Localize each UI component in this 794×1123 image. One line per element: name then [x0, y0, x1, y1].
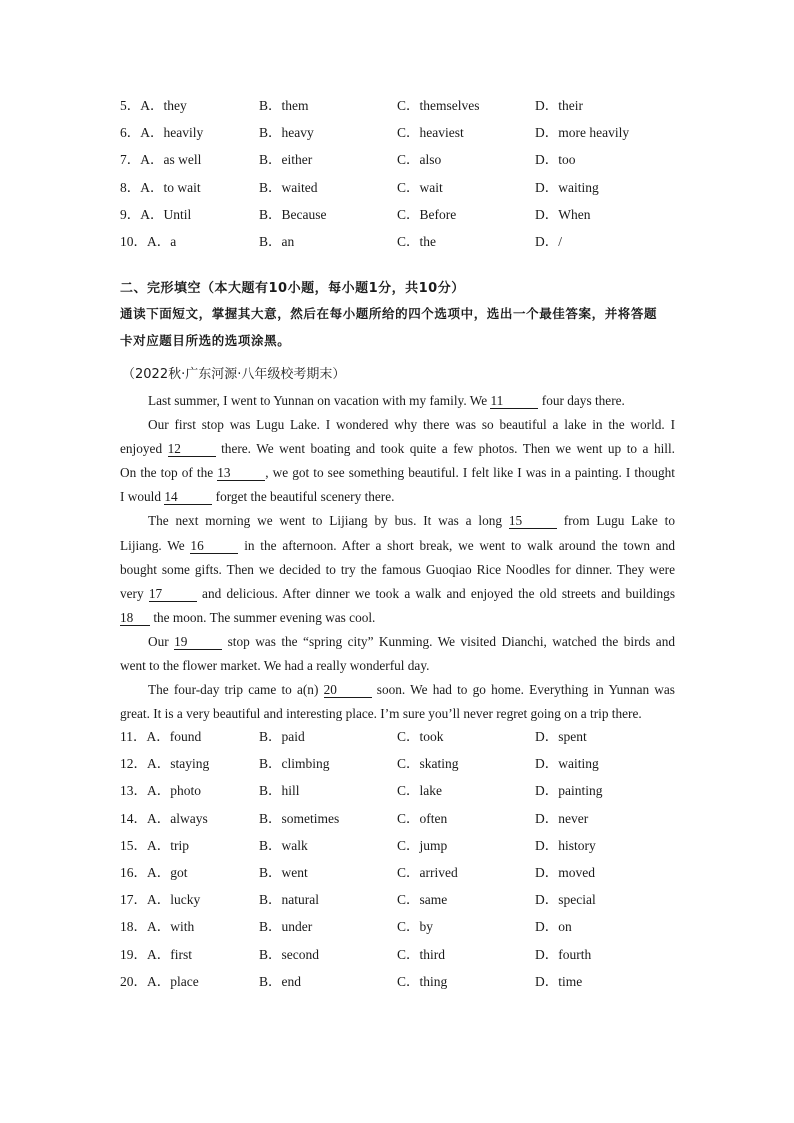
option-a	[120, 125, 203, 141]
option-b: B．second	[259, 946, 319, 962]
option-row	[120, 892, 680, 919]
option-d: D．history	[535, 837, 596, 853]
question-number: 20．A．	[120, 973, 171, 989]
blank-17: 17	[149, 586, 197, 602]
question-number: 8．A．	[120, 179, 164, 195]
option-d: D．never	[535, 810, 589, 826]
cloze-passage	[120, 389, 675, 726]
option-b: B．sometimes	[259, 810, 340, 826]
blank-14: 14	[164, 489, 212, 505]
option-a	[120, 234, 176, 250]
passage-line: enjoyed 12 there. We went boating and took quite a few photos. Then we went up to a hill.	[120, 441, 675, 457]
question-number: 15．A．	[120, 837, 171, 853]
option-row	[120, 783, 680, 810]
option-d: D．special	[535, 892, 596, 908]
instruction-line-2: 卡对应题目所选的选项涂黑。	[120, 333, 291, 348]
passage-line: The four-day trip came to a(n) 20 soon. We had to go home. Everything in Yunnan was	[148, 682, 675, 698]
passage-line: The next morning we went to Lijiang by bus. It was a long 15 from Lugu Lake to	[148, 513, 676, 529]
option-c: C．the	[397, 233, 436, 249]
option-b: B．end	[259, 973, 301, 989]
options-top	[120, 98, 680, 261]
option-c: C．also	[397, 152, 442, 168]
option-row	[120, 207, 680, 234]
passage-line: bought some gifts. Then we decided to try the famous Guoqiao Rice Noodles for dinner. They were	[120, 561, 675, 577]
option-row	[120, 974, 680, 1001]
option-b: B．an	[259, 233, 295, 249]
option-d: D．waiting	[535, 756, 599, 772]
option-a	[120, 152, 201, 168]
option-a-text: a	[170, 233, 177, 249]
option-a-text: heavily	[163, 125, 204, 141]
option-b: B．natural	[259, 892, 319, 908]
option-b: B．paid	[259, 729, 305, 744]
option-c: C．by	[397, 919, 434, 935]
option-c: C．heaviest	[397, 125, 464, 141]
option-row	[120, 98, 680, 125]
passage-line: Our first stop was Lugu Lake. I wondered why there was so beautiful a lake in the world. I	[148, 417, 675, 433]
option-b: B．heavy	[259, 125, 314, 141]
option-c: C．Before	[397, 206, 457, 222]
question-number: 6．A．	[120, 125, 164, 141]
option-d: D．fourth	[535, 946, 592, 962]
option-a	[120, 180, 201, 196]
option-b: B．hill	[259, 783, 300, 799]
option-a	[120, 892, 200, 908]
option-a-text: found	[169, 729, 202, 744]
option-c: C．same	[397, 892, 448, 908]
option-a-text: photo	[170, 783, 202, 799]
option-a	[120, 783, 201, 799]
option-a	[120, 811, 208, 827]
option-b: B．walk	[259, 837, 308, 853]
option-row	[120, 811, 680, 838]
option-c: C．lake	[397, 783, 442, 799]
blank-16: 16	[190, 538, 238, 554]
option-c: C．often	[397, 810, 448, 826]
option-c: C．third	[397, 946, 446, 962]
option-a-text: Until	[163, 206, 192, 222]
option-b: B．climbing	[259, 756, 330, 772]
option-a-text: with	[170, 919, 195, 935]
option-d: D．/	[535, 233, 562, 249]
option-a-text: first	[170, 946, 192, 962]
option-a	[120, 207, 191, 223]
option-a	[120, 98, 187, 114]
option-row	[120, 838, 680, 865]
option-d: D．spent	[535, 729, 587, 744]
passage-line: Last summer, I went to Yunnan on vacation with my family. We 11 four days there.	[148, 393, 625, 408]
option-c: C．took	[397, 729, 444, 744]
option-b: B．either	[259, 152, 313, 168]
blank-11: 11	[490, 393, 538, 409]
question-number: 13．A．	[120, 783, 171, 799]
option-a-text: got	[170, 864, 188, 880]
blank-12: 12	[168, 441, 216, 457]
option-c: C．jump	[397, 837, 448, 853]
option-row	[120, 152, 680, 179]
option-a	[120, 947, 192, 963]
option-c: C．themselves	[397, 98, 480, 113]
question-number: 5．A．	[120, 98, 164, 113]
option-c: C．thing	[397, 973, 448, 989]
passage-line: great. It is a very beautiful and interesting place. I’m sure you’ll never regret going on a trip there.	[120, 706, 642, 722]
question-number: 9．A．	[120, 206, 164, 222]
question-number: 14．A．	[120, 810, 171, 826]
option-a-text: to wait	[163, 179, 201, 195]
option-b: B．them	[259, 98, 309, 113]
option-d: D．too	[535, 152, 576, 168]
blank-18: 18	[120, 610, 150, 626]
option-a-text: trip	[170, 837, 189, 853]
option-c: C．wait	[397, 179, 443, 195]
option-d: D．on	[535, 919, 572, 935]
option-a	[120, 756, 209, 772]
blank-20: 20	[324, 682, 372, 698]
option-d: D．waiting	[535, 179, 599, 195]
option-row	[120, 756, 680, 783]
option-c: C．arrived	[397, 864, 458, 880]
option-d: D．moved	[535, 864, 595, 880]
passage-line: Lijiang. We 16 in the afternoon. After a short break, we went to walk around the town and	[120, 537, 675, 553]
option-a-text: staying	[170, 756, 210, 772]
section-title: 二、完形填空（本大题有10小题，每小题1分，共10分）	[120, 281, 465, 296]
blank-13: 13	[217, 465, 265, 481]
option-a	[120, 838, 189, 854]
option-c: C．skating	[397, 756, 459, 772]
option-a-text: as well	[163, 152, 202, 168]
passage-line: I would 14 forget the beautiful scenery there.	[120, 489, 395, 505]
option-d: D．time	[535, 973, 583, 989]
option-a-text: lucky	[170, 892, 201, 908]
option-row	[120, 865, 680, 892]
passage-line: 18 the moon. The summer evening was cool.	[120, 609, 376, 625]
passage-line: went to the flower market. We had a really wonderful day.	[120, 658, 430, 674]
question-number: 10．A．	[120, 233, 171, 249]
passage-line: On the top of the 13 , we got to see something beautiful. I felt like I was in a painting. I thought	[120, 465, 675, 481]
option-d: D．painting	[535, 783, 603, 799]
option-row	[120, 919, 680, 946]
option-d: D．When	[535, 206, 591, 222]
question-number: 17．A．	[120, 892, 171, 908]
options-bottom	[120, 729, 680, 1001]
option-row	[120, 180, 680, 207]
option-b: B．went	[259, 864, 308, 880]
passage-line: very 17 and delicious. After dinner we took a walk and enjoyed the old streets and buildings	[120, 585, 675, 601]
option-b: B．waited	[259, 179, 318, 195]
option-row	[120, 947, 680, 974]
option-a	[120, 729, 201, 745]
question-number: 11．A．	[120, 729, 170, 744]
blank-15: 15	[509, 513, 557, 529]
option-a-text: they	[163, 98, 187, 113]
option-a	[120, 919, 194, 935]
option-row	[120, 234, 680, 261]
question-number: 7．A．	[120, 152, 164, 168]
option-a-text: place	[170, 973, 199, 989]
question-number: 12．A．	[120, 756, 171, 772]
option-d: D．more heavily	[535, 125, 630, 141]
option-a-text: always	[170, 810, 208, 826]
option-d: D．their	[535, 98, 583, 113]
blank-19: 19	[174, 634, 222, 650]
passage-line: Our 19 stop was the “spring city” Kunming. We visited Dianchi, watched the birds and	[148, 633, 675, 649]
question-number: 18．A．	[120, 919, 171, 935]
option-a	[120, 974, 199, 990]
source-note: （2022秋·广东河源·八年级校考期末）	[122, 367, 346, 382]
option-b: B．Because	[259, 206, 327, 222]
question-number: 19．A．	[120, 946, 171, 962]
option-row	[120, 125, 680, 152]
option-row	[120, 729, 680, 756]
option-b: B．under	[259, 919, 313, 935]
option-a	[120, 865, 188, 881]
instruction-line-1: 通读下面短文，掌握其大意，然后在每小题所给的四个选项中，选出一个最佳答案，并将答题	[120, 306, 658, 321]
question-number: 16．A．	[120, 864, 171, 880]
